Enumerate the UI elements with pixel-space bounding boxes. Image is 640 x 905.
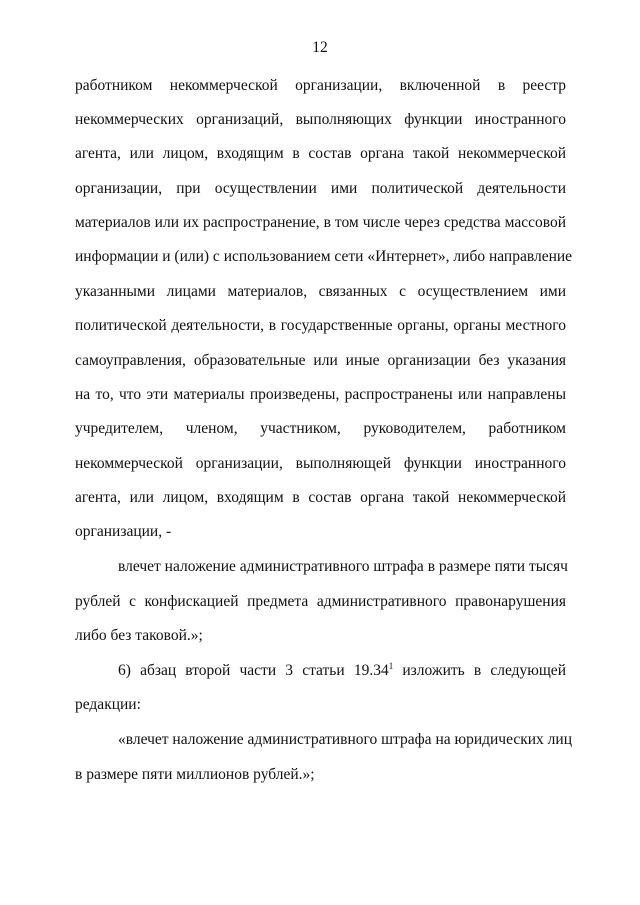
text-line: указанными лицами материалов, связанных с осуществлением ими	[75, 283, 566, 300]
text-line: учредителем, членом, участником, руководителем, работником	[75, 420, 566, 437]
text-line: либо без таковой.»;	[75, 627, 203, 644]
superscript: 1	[388, 660, 394, 671]
text-line: информации и (или) с использованием сети «Интернет», либо направление	[75, 248, 573, 265]
text-line: организации, -	[75, 523, 172, 540]
text-line: влечет наложение административного штрафа в размере пяти тысяч	[118, 558, 568, 575]
text-line: некоммерческих организаций, выполняющих функции иностранного	[75, 111, 566, 128]
text-line: «влечет наложение административного штрафа на юридических лиц	[118, 731, 573, 748]
text-line: на то, что эти материалы произведены, распространены или направлены	[75, 386, 566, 403]
text-line: агента, или лицом, входящим в состав органа такой некоммерческой	[75, 489, 566, 506]
text-line: политической деятельности, в государственные органы, органы местного	[75, 317, 566, 334]
text-line: некоммерческой организации, выполняющей функции иностранного	[75, 455, 566, 472]
text-fragment: изложить в следующей	[393, 662, 566, 679]
text-line: материалов или их распространение, в том числе через средства массовой	[75, 214, 566, 231]
text-line: агента, или лицом, входящим в состав органа такой некоммерческой	[75, 145, 566, 162]
text-line: самоуправления, образовательные или иные организации без указания	[75, 352, 566, 369]
amendment-item: 6) абзац второй части 3 статьи 19.34	[118, 662, 389, 679]
text-line	[118, 661, 566, 681]
text-line: редакции:	[75, 696, 141, 713]
text-line: рублей с конфискацией предмета административного правонарушения	[75, 593, 566, 610]
text-line: в размере пяти миллионов рублей.»;	[75, 766, 315, 783]
text-line: работником некоммерческой организации, включенной в реестр	[75, 77, 566, 94]
text-line: организации, при осуществлении ими политической деятельности	[75, 180, 566, 197]
page-number: 12	[312, 39, 328, 56]
